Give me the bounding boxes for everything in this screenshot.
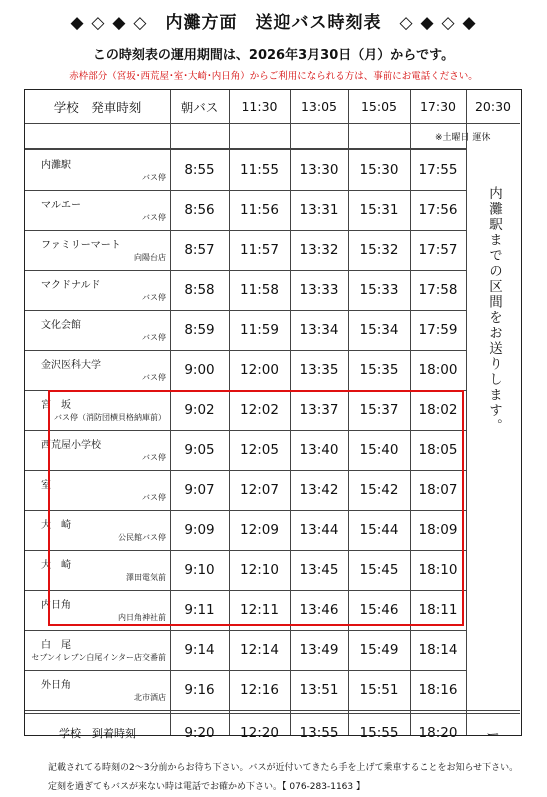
stop-location: 公民館バス停: [118, 533, 166, 542]
stop-location: 澤田電気前: [126, 573, 166, 582]
stop-location: バス停: [142, 373, 166, 382]
stop-name: 宮 坂: [41, 400, 71, 411]
departure-time: 15:33: [359, 282, 399, 298]
departure-time: 15:44: [359, 522, 399, 538]
arrival-divider: [25, 710, 520, 711]
departure-time: 17:57: [418, 242, 458, 258]
timetable: [24, 89, 522, 743]
arrival-time: 9:20: [184, 725, 215, 741]
departure-time: 11:55: [240, 162, 279, 178]
departure-time: 12:09: [240, 522, 279, 538]
departure-time: 18:09: [418, 522, 458, 538]
departure-time: 18:11: [418, 602, 458, 618]
stop-name: マルエー: [41, 200, 81, 211]
departure-time: 13:46: [299, 602, 339, 618]
arrival-last: ー: [486, 727, 500, 743]
departure-time: 12:05: [240, 442, 279, 458]
departure-time: 13:30: [299, 162, 339, 178]
saturday-note: ※土曜日 運休: [435, 133, 491, 143]
vertical-note: 内灘駅までの区間をお送りします。: [486, 186, 502, 434]
departure-time: 11:56: [240, 202, 279, 218]
departure-time: 15:49: [359, 642, 399, 658]
departure-time: 18:16: [418, 682, 458, 698]
stop-name: 内日角: [41, 600, 71, 611]
stop-name: 西荒屋小学校: [41, 440, 101, 451]
arrival-time: 12:20: [240, 725, 279, 741]
departure-time: 18:07: [418, 482, 458, 498]
departure-time: 13:33: [299, 282, 339, 298]
departure-time: 15:42: [359, 482, 399, 498]
departure-time: 9:02: [184, 402, 215, 418]
departure-time: 13:35: [299, 362, 339, 378]
departure-time: 15:31: [359, 202, 399, 218]
departure-time: 18:05: [418, 442, 458, 458]
departure-time: 12:00: [240, 362, 279, 378]
footer-line-1: 記載されてる時刻の2～3分前からお待ち下さい。バスが近付いてきたら手を上げて乗車することをお知らせ下さい。: [48, 763, 519, 773]
stop-name: 内灘駅: [41, 160, 71, 171]
arrival-time: 13:55: [299, 725, 339, 741]
footer-line-2: 定刻を過ぎてもバスが来ない時は電話でお確かめ下さい。【 076-283-1163 】: [48, 782, 365, 792]
stop-location: バス停（消防団横貝格納庫前）: [54, 413, 166, 422]
departure-time: 18:00: [418, 362, 458, 378]
departure-time: 13:37: [299, 402, 339, 418]
departure-time: 13:45: [299, 562, 339, 578]
departure-time: 11:58: [240, 282, 279, 298]
period-text: この時刻表の運用期間は、2026年3月30日（月）からです。: [92, 48, 455, 63]
departure-time: 12:14: [240, 642, 279, 658]
departure-time: 17:56: [418, 202, 458, 218]
departure-time: 18:14: [418, 642, 458, 658]
departure-time: 13:40: [299, 442, 339, 458]
header-divider: [25, 123, 520, 124]
departure-time: 13:32: [299, 242, 339, 258]
departure-time: 8:59: [184, 322, 215, 338]
departure-time: 15:34: [359, 322, 399, 338]
stop-name: マクドナルド: [41, 280, 101, 291]
column-divider: [466, 90, 467, 735]
arrival-time: 18:20: [418, 725, 458, 741]
departure-time: 9:05: [184, 442, 215, 458]
page-title: ◆ ◇ ◆ ◇ 内灘方面 送迎バス時刻表 ◇ ◆ ◇ ◆: [70, 13, 477, 33]
departure-time: 15:32: [359, 242, 399, 258]
stop-location: バス停: [142, 213, 166, 222]
departure-time: 15:51: [359, 682, 399, 698]
stop-location: セブンイレブン白尾インター店交番前: [31, 653, 166, 662]
notice-text: 赤枠部分（宮坂･西荒屋･室･大崎･内日角）からご利用になられる方は、事前にお電話ください。: [69, 71, 478, 82]
col-1505: 15:05: [360, 99, 398, 114]
departure-time: 12:11: [240, 602, 279, 618]
departure-time: 9:11: [184, 602, 215, 618]
arrival-label: 学校 到着時刻: [59, 727, 136, 740]
departure-time: 13:51: [299, 682, 339, 698]
departure-time: 9:09: [184, 522, 215, 538]
departure-time: 8:57: [184, 242, 215, 258]
col-morning: 朝バス: [180, 99, 219, 115]
departure-time: 9:16: [184, 682, 215, 698]
stop-name: 白 尾: [41, 640, 71, 651]
departure-time: 15:37: [359, 402, 399, 418]
stop-location: バス停: [142, 493, 166, 502]
departure-time: 15:40: [359, 442, 399, 458]
departure-time: 9:07: [184, 482, 215, 498]
stop-name: 大 崎: [41, 520, 71, 531]
departure-time: 13:31: [299, 202, 339, 218]
stop-location: 北市酒店: [134, 693, 166, 702]
departure-time: 17:59: [418, 322, 458, 338]
departure-time: 11:59: [240, 322, 279, 338]
col-2030: 20:30: [474, 99, 512, 114]
departure-time: 11:57: [240, 242, 279, 258]
departure-time: 13:49: [299, 642, 339, 658]
col-1305: 13:05: [300, 99, 338, 114]
departure-time: 12:02: [240, 402, 279, 418]
departure-time: 15:45: [359, 562, 399, 578]
departure-time: 9:14: [184, 642, 215, 658]
arrival-time: 15:55: [359, 725, 399, 741]
departure-time: 13:34: [299, 322, 339, 338]
header-label: 学校 発車時刻: [53, 99, 142, 115]
col-1730: 17:30: [419, 99, 457, 114]
stop-name: 外日角: [41, 680, 71, 691]
stop-location: バス停: [142, 453, 166, 462]
departure-time: 8:58: [184, 282, 215, 298]
departure-time: 12:10: [240, 562, 279, 578]
departure-time: 17:55: [418, 162, 458, 178]
stop-location: バス停: [142, 333, 166, 342]
departure-time: 17:58: [418, 282, 458, 298]
stop-name: ファミリーマート: [41, 240, 121, 251]
departure-time: 12:16: [240, 682, 279, 698]
stop-location: 内日角神社前: [118, 613, 166, 622]
stop-name: 大 崎: [41, 560, 71, 571]
departure-time: 15:30: [359, 162, 399, 178]
departure-time: 13:44: [299, 522, 339, 538]
departure-time: 15:46: [359, 602, 399, 618]
stop-name: 室: [41, 480, 51, 491]
stop-name: 金沢医科大学: [41, 360, 101, 371]
departure-time: 13:42: [299, 482, 339, 498]
departure-time: 8:55: [184, 162, 215, 178]
stop-name: 文化会館: [41, 320, 81, 331]
departure-time: 18:02: [418, 402, 458, 418]
stop-location: バス停: [142, 293, 166, 302]
departure-time: 8:56: [184, 202, 215, 218]
col-1130: 11:30: [241, 99, 278, 114]
stop-location: 向陽台店: [134, 253, 166, 262]
departure-time: 12:07: [240, 482, 279, 498]
departure-time: 9:10: [184, 562, 215, 578]
departure-time: 15:35: [359, 362, 399, 378]
departure-time: 18:10: [418, 562, 458, 578]
stop-location: バス停: [142, 173, 166, 182]
departure-time: 9:00: [184, 362, 215, 378]
